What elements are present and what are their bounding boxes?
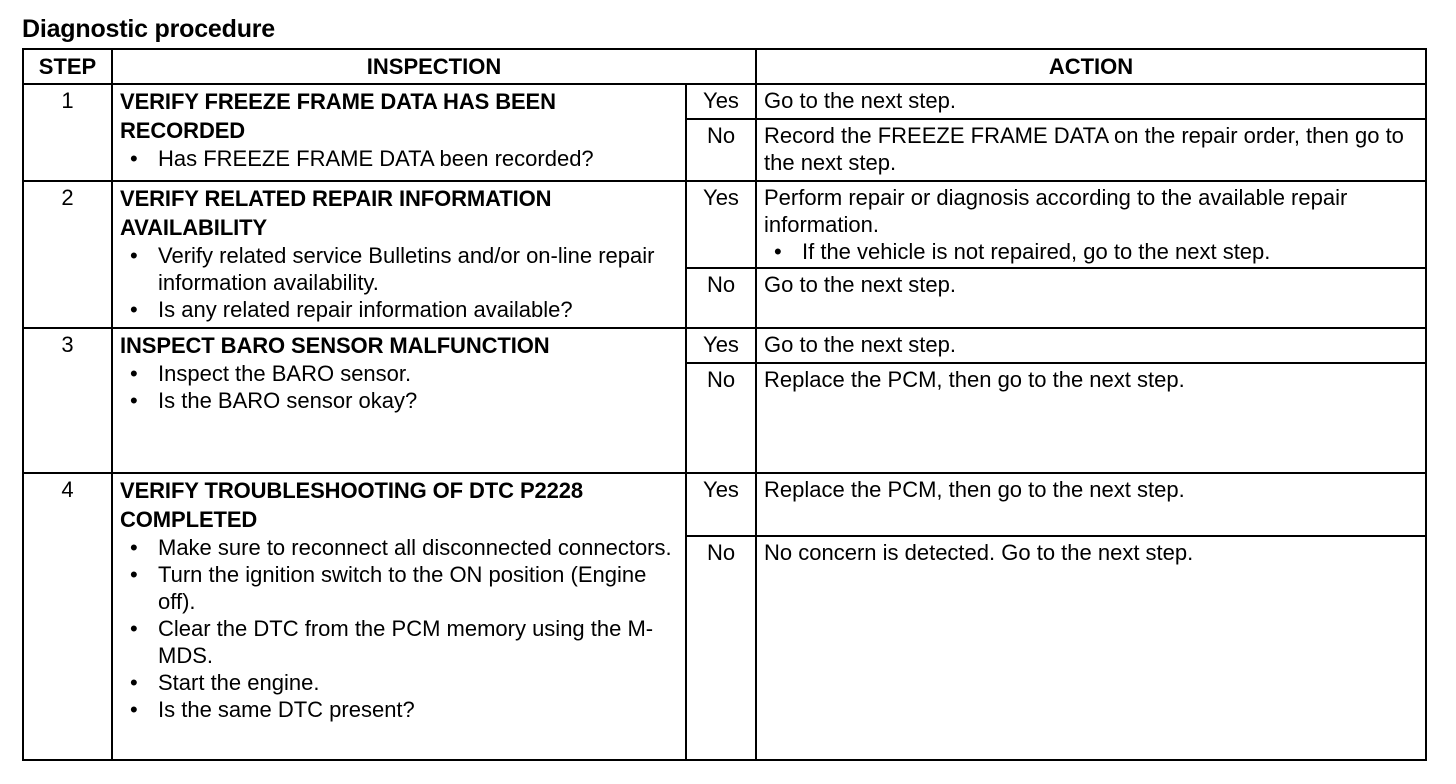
header-step: STEP (23, 49, 112, 84)
no-label: No (686, 119, 756, 181)
action-text: Replace the PCM, then go to the next step. (764, 367, 1185, 392)
header-action: ACTION (756, 49, 1426, 84)
yes-label: Yes (686, 328, 756, 363)
list-item: • Is any related repair information available? (120, 296, 679, 323)
inspection-title: VERIFY TROUBLESHOOTING OF DTC P2228 COMPLETED (120, 478, 584, 532)
yes-label: Yes (686, 473, 756, 536)
no-label: No (686, 268, 756, 328)
inspection-cell (112, 473, 686, 760)
inspection-title: VERIFY RELATED REPAIR INFORMATION AVAILABILITY (120, 186, 552, 240)
list-item: • Turn the ignition switch to the ON position (Engine off). (120, 561, 679, 615)
diagnostic-table (22, 48, 1427, 761)
yes-label: Yes (686, 84, 756, 119)
list-item: • If the vehicle is not repaired, go to the next step. (764, 238, 1419, 265)
inspection-bullets (120, 145, 679, 172)
inspection-bullets (120, 242, 679, 323)
action-text: Go to the next step. (764, 88, 957, 113)
table-row (23, 84, 1426, 119)
no-action (756, 268, 1426, 328)
list-item: • Start the engine. (120, 669, 679, 696)
no-action (756, 119, 1426, 181)
list-item: • Has FREEZE FRAME DATA been recorded? (120, 145, 679, 172)
action-text: Go to the next step. (764, 332, 957, 357)
list-item: • Inspect the BARO sensor. (120, 360, 679, 387)
header-inspection: INSPECTION (112, 49, 756, 84)
step-number: 1 (23, 84, 112, 181)
inspection-cell (112, 328, 686, 473)
no-label: No (686, 536, 756, 760)
yes-action (756, 473, 1426, 536)
action-text: Perform repair or diagnosis according to the available repair information. (764, 185, 1348, 237)
table-row (23, 328, 1426, 363)
action-text: Replace the PCM, then go to the next step. (764, 477, 1185, 502)
list-item: • Clear the DTC from the PCM memory using the M-MDS. (120, 615, 679, 669)
no-action (756, 363, 1426, 473)
page-title: Diagnostic procedure (22, 15, 275, 43)
no-action (756, 536, 1426, 760)
action-text: Go to the next step. (764, 272, 957, 297)
yes-action (756, 84, 1426, 119)
action-text: Record the FREEZE FRAME DATA on the repair order, then go to the next step. (764, 123, 1404, 175)
inspection-bullets (120, 534, 679, 723)
action-text: No concern is detected. Go to the next step. (764, 540, 1194, 565)
table-row (23, 473, 1426, 536)
no-label: No (686, 363, 756, 473)
step-number: 2 (23, 181, 112, 328)
list-item: • Is the same DTC present? (120, 696, 679, 723)
yes-label: Yes (686, 181, 756, 268)
inspection-title: VERIFY FREEZE FRAME DATA HAS BEEN RECORDED (120, 89, 556, 143)
inspection-cell (112, 84, 686, 181)
list-item: • Make sure to reconnect all disconnected connectors. (120, 534, 679, 561)
yes-action (756, 181, 1426, 268)
step-number: 4 (23, 473, 112, 760)
inspection-bullets (120, 360, 679, 414)
list-item: • Verify related service Bulletins and/or on-line repair information availability. (120, 242, 679, 296)
table-row (23, 181, 1426, 268)
list-item: • Is the BARO sensor okay? (120, 387, 679, 414)
inspection-title: INSPECT BARO SENSOR MALFUNCTION (120, 333, 550, 358)
yes-action (756, 328, 1426, 363)
action-bullets (764, 238, 1419, 265)
inspection-cell (112, 181, 686, 328)
header-row (23, 49, 1426, 84)
step-number: 3 (23, 328, 112, 473)
